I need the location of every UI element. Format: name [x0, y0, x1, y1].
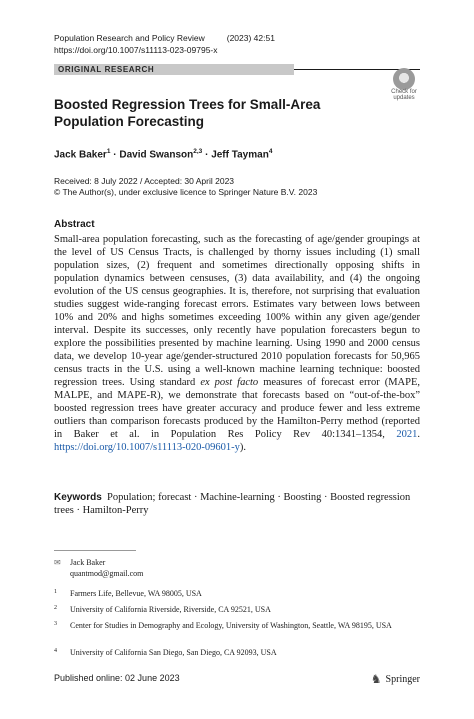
affiliation-number: 4 [54, 648, 57, 654]
abstract-italic-term: ex post facto [200, 377, 259, 388]
abstract-text: ). [239, 442, 247, 453]
journal-volume: (2023) 42:51 [226, 33, 275, 43]
check-updates-line2: updates [393, 95, 415, 101]
springer-horse-icon: ♞ [370, 672, 382, 686]
citation-doi-link[interactable]: https://doi.org/10.1007/s11113-020-09601-y [54, 442, 240, 453]
author-name[interactable]: Jack Baker [54, 149, 107, 161]
check-updates-line1: Check for [391, 89, 417, 95]
abstract-text: measures of forecast error (MAPE, MALPE, and MAPE-R), we demonstrate that forecasts based on “out-of-the-box” boosted regression trees have greater accuracy and produce fewer and less extreme outliers than comparison forecasts produced by the Hamilton-Perry method (reported in Baker et al. in Population Res Policy Rev 40:1341–1354, [54, 377, 420, 440]
article-dates [54, 176, 317, 198]
corresponding-email[interactable]: quantmod@gmail.com [70, 569, 144, 578]
keywords-label: Keywords [54, 492, 102, 503]
check-updates-icon [393, 68, 415, 90]
publisher-name: Springer [385, 673, 420, 685]
affiliation-text: University of California San Diego, San Diego, CA 92093, USA [70, 648, 277, 657]
abstract-text: . [417, 429, 420, 440]
affiliation-item [54, 620, 420, 631]
check-for-updates-badge[interactable] [388, 68, 420, 100]
received-accepted-dates: Received: 8 July 2022 / Accepted: 30 April 2023 [54, 176, 235, 186]
affiliation-item [54, 647, 420, 658]
corresponding-author: Jack Baker [70, 558, 106, 567]
section-label: ORIGINAL RESEARCH [58, 65, 155, 74]
author-name[interactable]: Jeff Tayman [211, 149, 269, 161]
section-label-bar [54, 64, 294, 75]
affiliation-number: 3 [54, 621, 57, 627]
author-affiliation-mark: 4 [268, 148, 273, 155]
affiliation-item [54, 588, 420, 599]
correspondence [54, 557, 143, 579]
author-affiliation-mark: 2,3 [193, 148, 203, 155]
copyright-notice: © The Author(s), under exclusive licence to Springer Nature B.V. 2023 [54, 187, 318, 197]
affiliation-text: Center for Studies in Demography and Ecology, University of Washington, Seattle, WA 98195, USA [70, 621, 392, 630]
article-header [54, 32, 275, 56]
abstract-text: Small-area population forecasting, such as the forecasting of age/gender groupings at the level of US Census Tracts, is challenged by thorny issues including (1) small population sizes, (2) frequent and sometimes directionally opposing shifts in population dynamics between censuses, (3) data availability, and (4) the ongoing evolution of the US census geographies. It is, therefore, not surprising that evaluation studies suggest wide-ranging forecast errors. Estimates vary between lows between 10% and 20% and highs sometimes exceeding 100% within any given age/gender interval. Despite its successes, only recently have population forecasters begun to explore the possibilities presented by machine learning. Using 1990 and 2000 census data, we develop 10-year age/gender-structured 2010 population forecasts for 50,965 census tracts in the U.S. using a well-known machine learning technique: boosted regression trees. Using standard [54, 234, 420, 388]
article-title: Boosted Regression Trees for Small-Area Population Forecasting [54, 97, 321, 129]
keywords-section [54, 491, 420, 517]
affiliation-number: 2 [54, 605, 57, 611]
author-affiliation-mark: 1 [106, 148, 111, 155]
affiliation-item [54, 604, 420, 615]
affiliation-text: University of California Riverside, Riverside, CA 92521, USA [70, 605, 271, 614]
envelope-icon: ✉ [54, 558, 61, 567]
journal-name: Population Research and Policy Review [54, 33, 205, 43]
keywords-text: Population; forecast · Machine-learning · Boosting · Boosted regression trees · Hamilton-Perry [54, 492, 411, 516]
page-footer [54, 672, 420, 686]
article-doi[interactable]: https://doi.org/10.1007/s11113-023-09795-x [54, 45, 218, 55]
author-list: Jack Baker$^1$ · David Swanson$^{2,3}$ · Jeff Tayman$^4$ [54, 148, 273, 161]
affiliation-text: Farmers Life, Bellevue, WA 98005, USA [70, 589, 202, 598]
affiliation-number: 1 [54, 589, 57, 595]
author-name[interactable]: David Swanson [119, 149, 194, 161]
abstract-heading: Abstract [54, 219, 95, 230]
footnote-divider [54, 550, 136, 551]
citation-year-link[interactable]: 2021 [396, 429, 418, 440]
abstract-body [54, 233, 420, 454]
published-date: Published online: 02 June 2023 [54, 673, 180, 683]
